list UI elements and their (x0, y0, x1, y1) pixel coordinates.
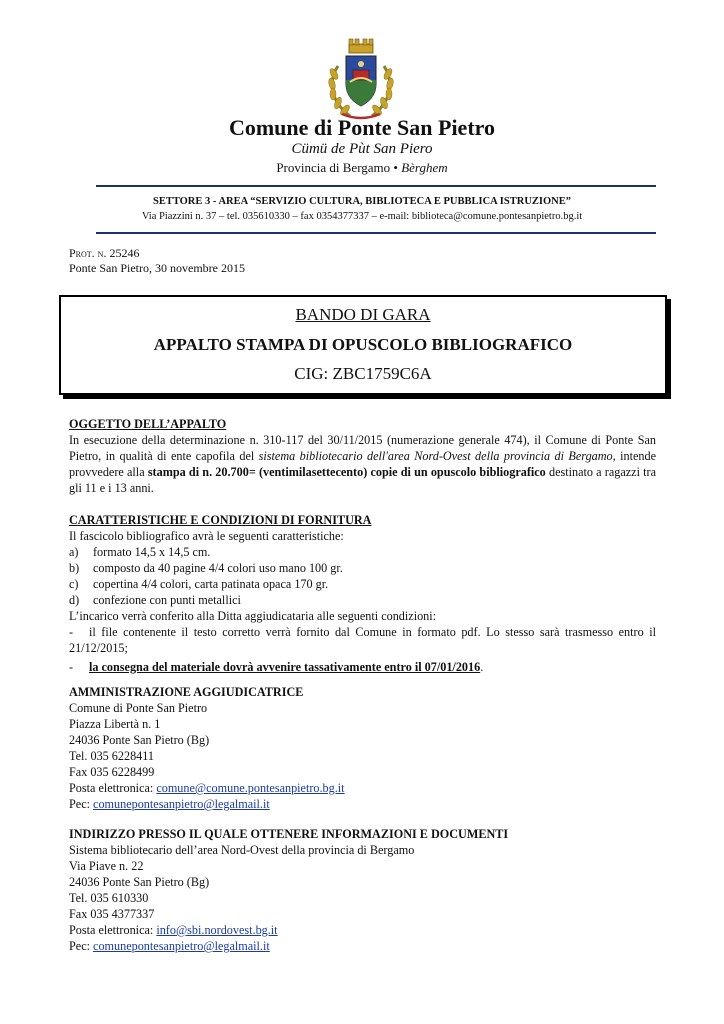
email-link[interactable]: info@sbi.nordovest.bg.it (156, 923, 278, 937)
province-dialect: Bèrghem (401, 160, 448, 175)
amministrazione-heading: AMMINISTRAZIONE AGGIUDICATRICE (69, 685, 304, 699)
province-text: Provincia di Bergamo • (276, 160, 402, 175)
email-line (69, 922, 656, 938)
condition-item (69, 624, 656, 656)
place-date: Ponte San Pietro, 30 novembre 2015 (69, 261, 245, 275)
pec-label: Pec: (69, 797, 94, 811)
caratteristiche-heading: CARATTERISTICHE E CONDIZIONI DI FORNITURA (69, 513, 372, 527)
list-item (69, 576, 656, 592)
indirizzo-heading: INDIRIZZO PRESSO IL QUALE OTTENERE INFORMAZIONI E DOCUMENTI (69, 827, 509, 841)
municipality-title: Comune di Ponte San Pietro (228, 115, 496, 140)
header-rule-top (96, 185, 656, 187)
coat-of-arms-icon (322, 36, 400, 122)
pec-line (69, 796, 656, 812)
protocol-number: 25246 (109, 246, 140, 260)
address-line: Sistema bibliotecario dell’area Nord-Ovest della provincia di Bergamo (69, 843, 415, 857)
list-item-text: composto da 40 pagine 4/4 colori uso mano 100 gr. (93, 561, 343, 575)
province-line (0, 160, 724, 176)
condition-item (69, 659, 656, 675)
fax-line: Fax 035 4377337 (69, 907, 155, 921)
dialect-subtitle: Cümü de Pùt San Piero (291, 141, 433, 157)
address-line: 24036 Ponte San Pietro (Bg) (69, 875, 210, 889)
pec-link[interactable]: comunepontesanpietro@legalmail.it (93, 797, 270, 811)
email-link[interactable]: comune@comune.pontesanpietro.bg.it (156, 781, 345, 795)
address-line: Comune di Ponte San Pietro (69, 701, 208, 715)
bando-title: BANDO DI GARA (295, 305, 431, 324)
oggetto-bold: stampa di n. 20.700= (ventimilasettecento) copie di un opuscolo bibliografico (147, 465, 546, 479)
address-line: Piazza Libertà n. 1 (69, 717, 161, 731)
caratteristiche-intro: Il fascicolo bibliografico avrà le seguenti caratteristiche: (69, 529, 344, 543)
bando-box (59, 295, 667, 395)
section-oggetto (69, 416, 656, 496)
condition-deadline: la consegna del materiale dovrà avvenire tassativamente entro il 07/01/2016 (89, 660, 481, 674)
office-address: Via Piazzini n. 37 – tel. 035610330 – fax 0354377337 – e-mail: biblioteca@comune.pontesanpietro.bg.it (141, 211, 583, 222)
list-item-text: formato 14,5 x 14,5 cm. (93, 545, 211, 559)
section-caratteristiche (69, 512, 656, 675)
cig-code: CIG: ZBC1759C6A (294, 364, 432, 383)
fax-line: Fax 035 6228499 (69, 765, 155, 779)
oggetto-italic: sistema bibliotecario dell'area Nord-Ovest della provincia di Bergamo (258, 449, 613, 463)
oggetto-text-3: destinato a ragazzi tra gli 11 e i 13 anni. (69, 465, 657, 495)
list-item-label: d) (69, 593, 80, 607)
condition-dash: - (69, 625, 74, 639)
list-item (69, 592, 656, 608)
conditions-intro: L’incarico verrà conferito alla Ditta aggiudicataria alle seguenti condizioni: (69, 609, 437, 623)
list-item-label: b) (69, 561, 80, 575)
list-item-text: confezione con punti metallici (93, 593, 241, 607)
email-label: Posta elettronica: (69, 781, 157, 795)
oggetto-text-1: In esecuzione della determinazione n. 310-117 del 30/11/2015 (numerazione generale 474), il Comune di Ponte San Pietro, in qualità di ente capofila del (69, 433, 656, 463)
protocol-label: Prot. n. (69, 246, 107, 260)
list-item-label: c) (69, 577, 79, 591)
list-item (69, 544, 656, 560)
section-amministrazione (69, 684, 656, 812)
address-line: 24036 Ponte San Pietro (Bg) (69, 733, 210, 747)
condition-text: il file contenente il testo corretto verrà fornito dal Comune in formato pdf. Lo stesso sarà trasmesso entro il 21/12/2015; (69, 625, 656, 655)
bando-subtitle: APPALTO STAMPA DI OPUSCOLO BIBLIOGRAFICO (153, 335, 573, 354)
condition-dash: - (69, 660, 74, 674)
oggetto-paragraph (69, 432, 656, 496)
section-indirizzo (69, 826, 656, 954)
condition-end: . (480, 660, 484, 674)
list-item-text: copertina 4/4 colori, carta patinata opaca 170 gr. (93, 577, 329, 591)
phone-line: Tel. 035 6228411 (69, 749, 155, 763)
oggetto-text-2: , intende provvedere alla (69, 449, 656, 479)
list-item-label: a) (69, 545, 79, 559)
pec-line (69, 938, 656, 954)
list-item (69, 560, 656, 576)
email-line (69, 780, 656, 796)
oggetto-heading: OGGETTO DELL’APPALTO (69, 417, 227, 431)
sector-line: SETTORE 3 - AREA “SERVIZIO CULTURA, BIBLIOTECA E PUBBLICA ISTRUZIONE” (152, 196, 571, 207)
pec-link[interactable]: comunepontesanpietro@legalmail.it (93, 939, 270, 953)
pec-label: Pec: (69, 939, 94, 953)
address-line: Via Piave n. 22 (69, 859, 144, 873)
email-label: Posta elettronica: (69, 923, 157, 937)
header-rule-bottom (96, 232, 656, 234)
phone-line: Tel. 035 610330 (69, 891, 149, 905)
protocol-block (69, 246, 245, 276)
